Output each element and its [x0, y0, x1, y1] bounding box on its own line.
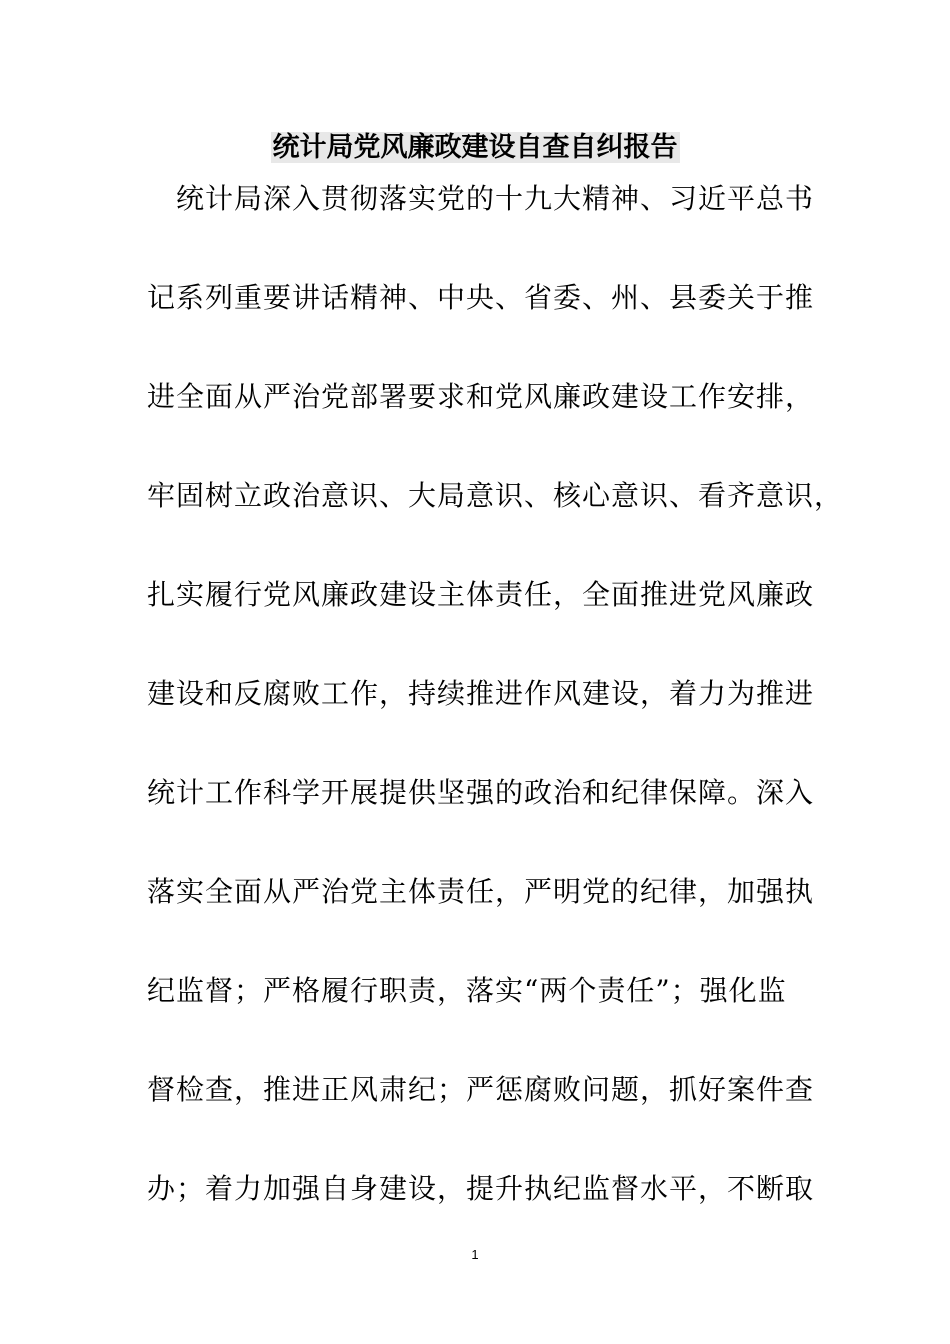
body-line: 扎实履行党风廉政建设主体责任，全面推进党风廉政 — [147, 578, 815, 611]
body-line: 督检查，推进正风肃纪；严惩腐败问题，抓好案件查 — [147, 1073, 815, 1106]
document-body — [147, 172, 844, 1261]
body-line: 统计局深入贯彻落实党的十九大精神、习近平总书 — [147, 182, 815, 215]
page-number: 1 — [471, 1247, 479, 1262]
body-line: 办；着力加强自身建设，提升执纪监督水平，不断取 — [147, 1172, 815, 1205]
body-line: 统计工作科学开展提供坚强的政治和纪律保障。深入 — [147, 776, 815, 809]
body-line: 落实全面从严治党主体责任，严明党的纪律，加强执 — [147, 875, 815, 908]
body-line: 建设和反腐败工作，持续推进作风建设，着力为推进 — [147, 677, 815, 710]
body-line: 进全面从严治党部署要求和党风廉政建设工作安排， — [147, 380, 815, 413]
document-title-text: 统计局党风廉政建设自查自纠报告 — [272, 132, 678, 163]
body-line: 记系列重要讲话精神、中央、省委、州、县委关于推 — [147, 281, 815, 314]
body-line: 纪监督；严格履行职责，落实“两个责任”；强化监 — [147, 974, 787, 1007]
document-title — [0, 128, 950, 168]
body-line: 牢固树立政治意识、大局意识、核心意识、看齐意识， — [147, 479, 844, 512]
